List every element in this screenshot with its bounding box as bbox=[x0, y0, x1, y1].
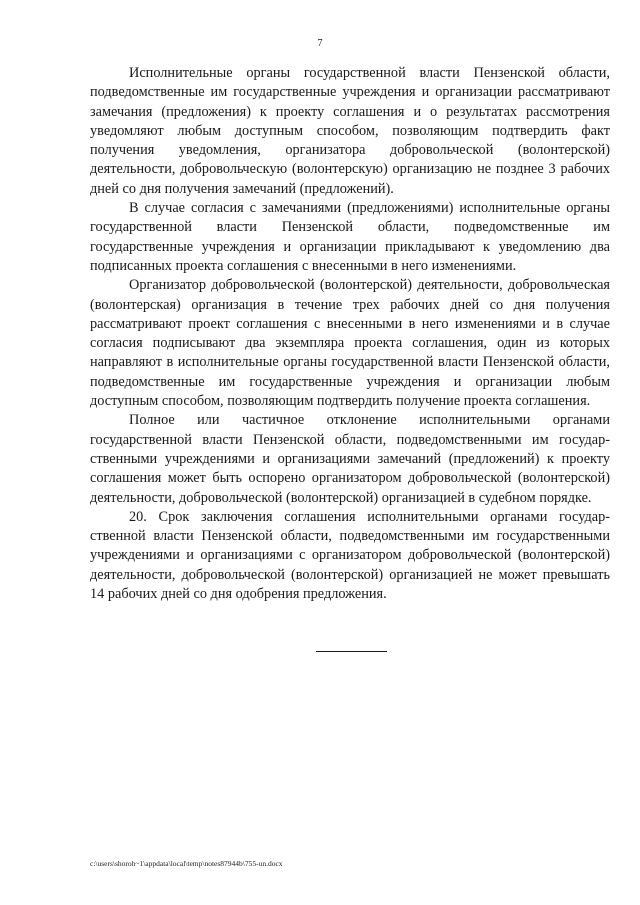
paragraph-organizer-signing: Организатор добровольческой (волонтерской) деятельности, добровольческая (волонтерская) организация в течение трех рабочих дней со дня получения рассматривают проект соглашения с внесенными в него изменениями и в случае согласия подписывают два экземпляра проекта соглашения, один из которых направляют в исполнительные органы государственной власти Пензенской области, подведомственные им государственные учреждения и организации любым доступным способом, позволяющим подтвердить получение проекта соглашения. bbox=[90, 277, 610, 410]
page-number: 7 bbox=[317, 38, 323, 49]
paragraph-agreement-with-remarks: В случае согласия с замечаниями (предложениями) исполнительные органы государственной власти Пензенской области, подведомственные им государственные учреждения и организации прикладывают к уведомлению два подписанных проекта соглашения с внесенными в него изменениями. bbox=[90, 200, 610, 274]
paragraph-rejection-appeal: Полное или частичное отклонение исполнительными органами государственной власти Пензенской области, подведомственными им государственными учреждениями и организациями замечаний (предложений) к проекту соглашения может быть оспорено организатором добровольческой (волонтерской) деятельности, добровольческой (волонтерской) организацией в судебном порядке. bbox=[90, 412, 610, 506]
footer-file-path: c:\users\shoroh~1\appdata\local\temp\notes87944b\755-un.docx bbox=[90, 859, 283, 868]
paragraph-review-of-remarks: Исполнительные органы государственной власти Пензенской области, подведомственные им государственные учреждения и организации рассматривают замечания (предложения) к проекту соглашения и о результатах рассмотрения уведомляют любым доступным способом, позволяющим подтвердить факт получения уведомления, организатора добровольческой (волонтерской) деятельности, добровольческую (волонтерскую) организацию не позднее 3 рабочих дней со дня получения замечаний (предложений). bbox=[90, 65, 610, 197]
paragraph-item-20-term: 20. Срок заключения соглашения исполнительными органами государственной власти Пензенской области, подведомственными им государственными учреждениями и организациями с организатором добровольческой (волонтерской) деятельности, добровольческой (волонтерской) организацией не может превышать 14 рабочих дней со дня одобрения предложения. bbox=[90, 508, 610, 603]
document-body bbox=[90, 64, 610, 604]
end-separator-line bbox=[316, 651, 387, 652]
